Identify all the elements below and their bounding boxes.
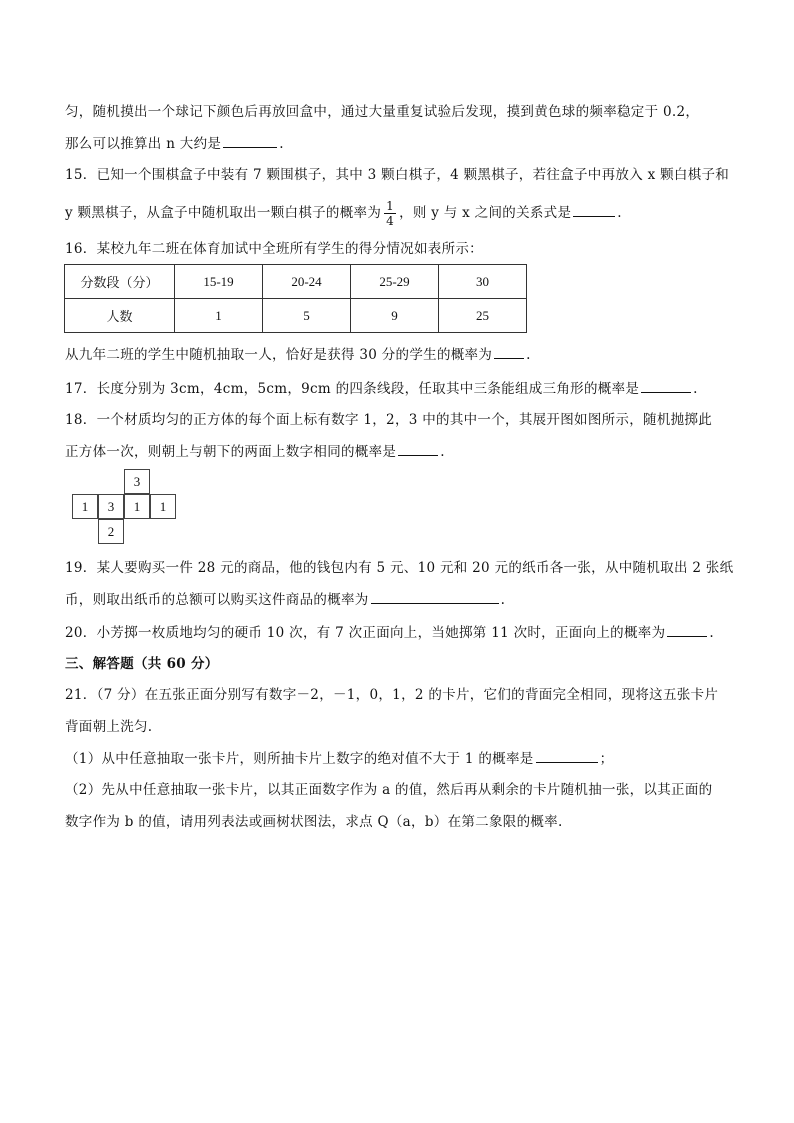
section-heading: 三、解答题（共 60 分） [65,656,219,672]
net-cell: 1 [150,494,176,519]
q15-line2-end: . [617,205,622,221]
q21-part1 [65,749,613,768]
net-cell: 1 [72,494,98,519]
answer-blank-15[interactable] [573,203,615,217]
q15-line2 [65,199,622,228]
q15-line2-text: y 颗黑棋子，从盒子中随机取出一颗白棋子的概率为 [65,205,382,221]
q16-line2-text: 从九年二班的学生中随机抽取一人，恰好是获得 30 分的学生的概率为 [65,347,493,363]
q15-line2-mid: ，则 y 与 x 之间的关系式是 [399,205,572,221]
q15-line1: 15．已知一个围棋盒子中装有 7 颗围棋子，其中 3 颗白棋子，4 颗黑棋子，若往盒子中再放入 x 颗白棋子和 [65,167,730,183]
q18-line2 [65,442,445,461]
table-cell: 9 [351,299,439,333]
table-header-cell: 分数段（分） [65,265,175,299]
answer-blank-16[interactable] [494,345,524,359]
q19-line2-end: . [500,592,506,608]
q14-line2 [65,134,284,153]
table-header-cell: 人数 [65,299,175,333]
net-cell: 1 [124,494,150,519]
table-cell: 5 [263,299,351,333]
q14-line2-text: 那么可以推算出 n 大约是 [65,136,222,152]
q16-line1: 16．某校九年二班在体育加试中全班所有学生的得分情况如表所示： [65,241,483,257]
q16-line2 [65,345,531,364]
q20-text: 20．小芳掷一枚质地均匀的硬币 10 次，有 7 次正面向上，当她掷第 11 次时，正面向上的概率为 [65,625,666,641]
net-cell-bottom: 2 [98,519,124,544]
answer-blank-19[interactable] [371,590,499,604]
table-cell: 1 [175,299,263,333]
q19-line1: 19．某人要购买一件 28 元的商品，他的钱包内有 5 元、10 元和 20 元的纸币各一张，从中随机取出 2 张纸 [65,560,734,576]
q21-part2-line2: 数字作为 b 的值，请用列表法或画树状图法，求点 Q（a，b）在第二象限的概率. [65,814,563,830]
table-cell: 20-24 [263,265,351,299]
q16-line2-end: . [526,347,531,363]
q19-line2 [65,590,505,609]
fraction [384,199,396,228]
table-cell: 25 [439,299,527,333]
q21-part1-text: （1）从中任意抽取一张卡片，则所抽卡片上数字的绝对值不大于 1 的概率是 [65,751,534,767]
q14-line1: 匀，随机摸出一个球记下颜色后再放回盒中，通过大量重复试验后发现，摸到黄色球的频率稳定于 0.2， [65,104,700,120]
q21-part1-end: ； [599,751,614,767]
answer-blank-17[interactable] [641,379,691,393]
q17-end: . [693,381,698,397]
q19-line2-text: 币，则取出纸币的总额可以购买这件商品的概率为 [65,592,369,608]
table-cell: 25-29 [351,265,439,299]
q21-line1: 21．（7 分）在五张正面分别写有数字－2，－1，0，1，2 的卡片，它们的背面完全相同，现将这五张卡片 [65,687,719,703]
q18-line2-text: 正方体一次，则朝上与朝下的两面上数字相同的概率是 [65,444,397,460]
answer-blank-18[interactable] [398,442,438,456]
q18-line2-end: . [440,444,445,460]
q21-part2-line1: （2）先从中任意抽取一张卡片，以其正面数字作为 a 的值，然后再从剩余的卡片随机抽一张，以其正面的 [65,782,713,798]
net-cell: 3 [98,494,124,519]
q21-line2: 背面朝上洗匀. [65,719,153,735]
q18-line1: 18．一个材质均匀的正方体的每个面上标有数字 1，2，3 中的其中一个，其展开图如图所示，随机抛掷此 [65,412,713,428]
answer-blank-21[interactable] [536,749,598,763]
table-row [65,299,527,333]
answer-blank-20[interactable] [667,623,707,637]
table-row [65,265,527,299]
table-cell: 30 [439,265,527,299]
net-cell-top: 3 [124,469,150,494]
q17-text: 17．长度分别为 3cm，4cm，5cm，9cm 的四条线段，任取其中三条能组成三角形的概率是 [65,381,640,397]
answer-blank-14[interactable] [223,134,277,148]
q14-line2-end: . [279,136,284,152]
fraction-numerator: 1 [386,199,395,213]
table-cell: 15-19 [175,265,263,299]
q17-line1 [65,379,698,398]
cube-net-figure [72,469,182,547]
fraction-denominator: 4 [386,214,395,228]
score-table [64,264,527,333]
q20-end: . [709,625,714,641]
q20-line1 [65,623,714,642]
